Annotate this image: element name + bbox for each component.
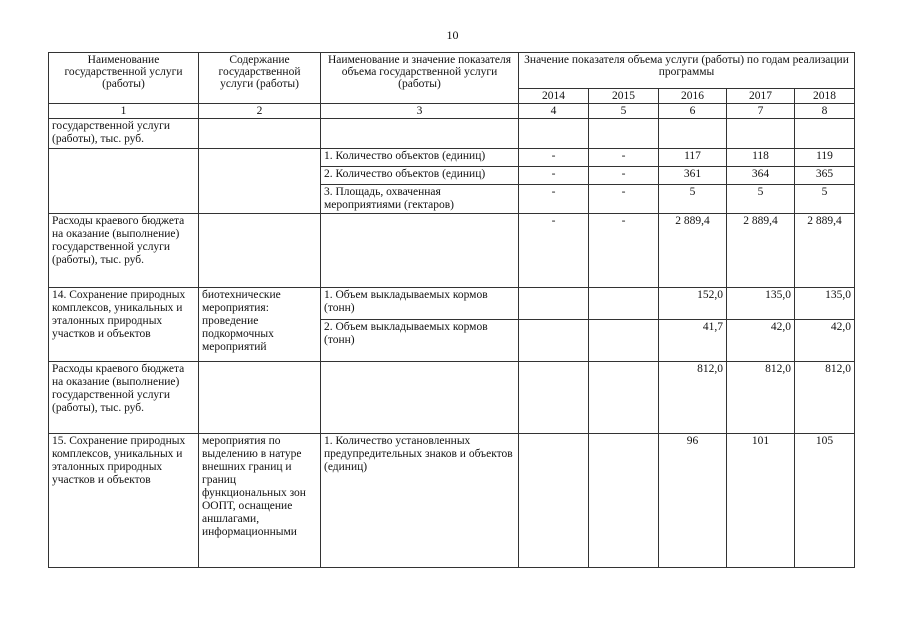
table-row — [49, 288, 855, 320]
header-years-group: Значение показателя объема услуги (работы) по годам реализации программы — [519, 53, 855, 89]
value-2017: 118 — [727, 149, 795, 167]
value-2017: 135,0 — [727, 288, 795, 320]
value-2018: 42,0 — [795, 320, 855, 362]
value-2017: 101 — [727, 434, 795, 568]
header-year-2015: 2015 — [589, 89, 659, 104]
value-2016: 812,0 — [659, 362, 727, 434]
col-number-5: 5 — [589, 104, 659, 119]
value-2015: - — [589, 185, 659, 214]
value-2017: 2 889,4 — [727, 214, 795, 288]
service-content-cell: биотехнические мероприятия: проведение подкормочных мероприятий — [199, 288, 321, 362]
value-2014: - — [519, 149, 589, 167]
page-number: 10 — [446, 28, 459, 42]
value-2015: - — [589, 214, 659, 288]
table-row — [49, 149, 855, 167]
col-number-2: 2 — [199, 104, 321, 119]
value-2014: - — [519, 167, 589, 185]
value-2017: 42,0 — [727, 320, 795, 362]
service-name-cell: 15. Сохранение природных комплексов, уникальных и эталонных природных участков и объектов — [49, 434, 199, 568]
value-2016: 41,7 — [659, 320, 727, 362]
service-content-cell: мероприятия по выделению в натуре внешних границ и границ функциональных зон ООПТ, оснащение аншлагами, информационными — [199, 434, 321, 568]
value-2014: - — [519, 185, 589, 214]
indicator-cell: 1. Количество объектов (единиц) — [321, 149, 519, 167]
header-service-content: Содержание государственной услуги (работы) — [199, 53, 321, 104]
service-name-cell: Расходы краевого бюджета на оказание (выполнение) государственной услуги (работы), тыс. руб. — [49, 214, 199, 288]
indicator-cell: 1. Объем выкладываемых кормов (тонн) — [321, 288, 519, 320]
table-row — [49, 214, 855, 288]
col-number-6: 6 — [659, 104, 727, 119]
header-year-2014: 2014 — [519, 89, 589, 104]
header-year-2016: 2016 — [659, 89, 727, 104]
table-row — [49, 362, 855, 434]
table-row — [49, 434, 855, 568]
header-year-2017: 2017 — [727, 89, 795, 104]
service-name-cell: государственной услуги (работы), тыс. руб. — [49, 119, 199, 149]
value-2017: 5 — [727, 185, 795, 214]
header-indicator: Наименование и значение показателя объема государственной услуги (работы) — [321, 53, 519, 104]
value-2016: 96 — [659, 434, 727, 568]
col-number-7: 7 — [727, 104, 795, 119]
col-number-8: 8 — [795, 104, 855, 119]
col-number-3: 3 — [321, 104, 519, 119]
value-2015: - — [589, 149, 659, 167]
col-number-1: 1 — [49, 104, 199, 119]
value-2017: 364 — [727, 167, 795, 185]
indicator-cell: 2. Объем выкладываемых кормов (тонн) — [321, 320, 519, 362]
header-service-name: Наименование государственной услуги (работы) — [49, 53, 199, 104]
value-2016: 2 889,4 — [659, 214, 727, 288]
value-2016: 5 — [659, 185, 727, 214]
service-name-cell: 14. Сохранение природных комплексов, уникальных и эталонных природных участков и объектов — [49, 288, 199, 362]
value-2018: 2 889,4 — [795, 214, 855, 288]
value-2018: 119 — [795, 149, 855, 167]
value-2018: 5 — [795, 185, 855, 214]
value-2018: 135,0 — [795, 288, 855, 320]
services-table — [48, 52, 855, 568]
value-2016: 117 — [659, 149, 727, 167]
value-2018: 105 — [795, 434, 855, 568]
value-2018: 365 — [795, 167, 855, 185]
value-2016: 152,0 — [659, 288, 727, 320]
value-2018: 812,0 — [795, 362, 855, 434]
service-name-cell: Расходы краевого бюджета на оказание (выполнение) государственной услуги (работы), тыс. руб. — [49, 362, 199, 434]
indicator-cell: 3. Площадь, охваченная мероприятиями (гектаров) — [321, 185, 519, 214]
value-2016: 361 — [659, 167, 727, 185]
indicator-cell: 2. Количество объектов (единиц) — [321, 167, 519, 185]
col-number-4: 4 — [519, 104, 589, 119]
value-2014: - — [519, 214, 589, 288]
indicator-cell: 1. Количество установленных предупредительных знаков и объектов (единиц) — [321, 434, 519, 568]
value-2015: - — [589, 167, 659, 185]
value-2017: 812,0 — [727, 362, 795, 434]
header-year-2018: 2018 — [795, 89, 855, 104]
table-row — [49, 119, 855, 149]
